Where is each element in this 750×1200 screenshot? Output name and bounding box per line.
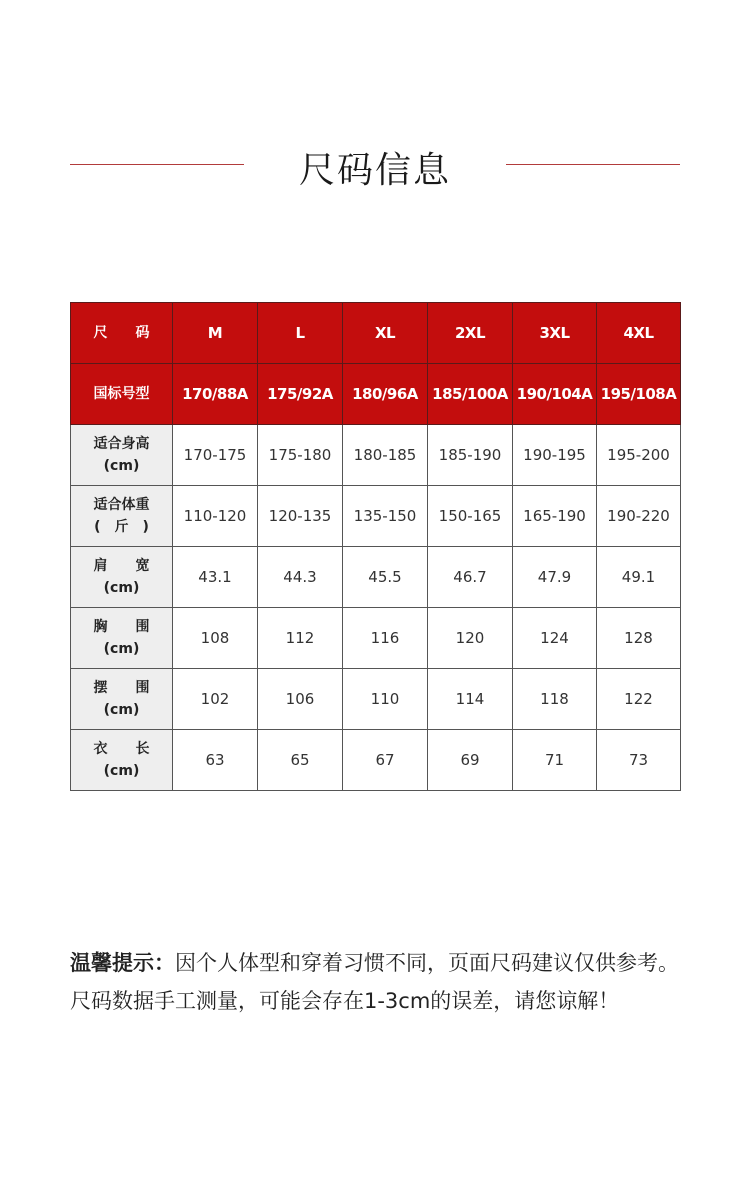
table-cell: 112 xyxy=(258,608,343,669)
model-cell: 190/104A xyxy=(513,364,597,425)
row-label-unit: (cm) xyxy=(103,702,140,718)
table-cell: 120-135 xyxy=(258,486,343,547)
table-cell: 43.1 xyxy=(173,547,258,608)
table-cell: 128 xyxy=(597,608,681,669)
table-cell: 44.3 xyxy=(258,547,343,608)
table-cell: 124 xyxy=(513,608,597,669)
size-tip xyxy=(70,944,685,1020)
table-row xyxy=(71,730,681,791)
table-row xyxy=(71,669,681,730)
table-cell: 102 xyxy=(173,669,258,730)
size-cell: L xyxy=(258,303,343,364)
table-row-model xyxy=(71,364,681,425)
table-cell: 73 xyxy=(597,730,681,791)
row-label xyxy=(71,730,173,791)
table-cell: 116 xyxy=(343,608,428,669)
model-cell: 195/108A xyxy=(597,364,681,425)
table-cell: 69 xyxy=(428,730,513,791)
row-label-main: 胸 围 xyxy=(93,619,150,635)
table-header-row xyxy=(71,303,681,364)
table-cell: 47.9 xyxy=(513,547,597,608)
row-label-main: 适合身高 xyxy=(93,436,150,452)
row-label-main: 肩 宽 xyxy=(93,558,150,574)
table-cell: 63 xyxy=(173,730,258,791)
table-cell: 114 xyxy=(428,669,513,730)
table-cell: 110 xyxy=(343,669,428,730)
table-cell: 110-120 xyxy=(173,486,258,547)
model-cell: 185/100A xyxy=(428,364,513,425)
table-cell: 67 xyxy=(343,730,428,791)
row-label-unit: (cm) xyxy=(103,458,140,474)
table-cell: 46.7 xyxy=(428,547,513,608)
table-cell: 122 xyxy=(597,669,681,730)
tip-label: 温馨提示： xyxy=(70,951,175,975)
row-label-unit: (cm) xyxy=(103,580,140,596)
table-cell: 45.5 xyxy=(343,547,428,608)
table-cell: 120 xyxy=(428,608,513,669)
size-table xyxy=(70,302,681,791)
row-label xyxy=(71,669,173,730)
size-cell: 4XL xyxy=(597,303,681,364)
table-cell: 49.1 xyxy=(597,547,681,608)
table-cell: 175-180 xyxy=(258,425,343,486)
table-cell: 195-200 xyxy=(597,425,681,486)
size-cell: 3XL xyxy=(513,303,597,364)
tip-text: 因个人体型和穿着习惯不同，页面尺码建议仅供参考。尺码数据手工测量，可能会存在1-3cm的误差，请您谅解！ xyxy=(70,951,679,1013)
row-label-unit: (cm) xyxy=(103,641,140,657)
page-title: 尺码信息 xyxy=(298,150,451,191)
table-row xyxy=(71,608,681,669)
table-cell: 165-190 xyxy=(513,486,597,547)
table-cell: 190-195 xyxy=(513,425,597,486)
row-label-main: 适合体重 xyxy=(93,497,150,513)
table-cell: 71 xyxy=(513,730,597,791)
row-label-unit: ( 斤 ) xyxy=(94,519,149,535)
table-cell: 180-185 xyxy=(343,425,428,486)
title-section xyxy=(0,140,750,190)
size-cell: XL xyxy=(343,303,428,364)
row-label-main: 衣 长 xyxy=(93,741,150,757)
table-row xyxy=(71,486,681,547)
table-cell: 135-150 xyxy=(343,486,428,547)
table-row xyxy=(71,547,681,608)
model-cell: 170/88A xyxy=(173,364,258,425)
table-cell: 190-220 xyxy=(597,486,681,547)
model-cell: 175/92A xyxy=(258,364,343,425)
size-cell: M xyxy=(173,303,258,364)
table-cell: 108 xyxy=(173,608,258,669)
table-cell: 170-175 xyxy=(173,425,258,486)
model-cell: 180/96A xyxy=(343,364,428,425)
table-cell: 150-165 xyxy=(428,486,513,547)
table-cell: 106 xyxy=(258,669,343,730)
table-cell: 118 xyxy=(513,669,597,730)
title-divider-right xyxy=(506,164,680,165)
size-cell: 2XL xyxy=(428,303,513,364)
table-cell: 185-190 xyxy=(428,425,513,486)
row-label-size: 尺 码 xyxy=(71,303,173,364)
row-label xyxy=(71,486,173,547)
row-label-main: 摆 围 xyxy=(93,680,150,696)
row-label xyxy=(71,608,173,669)
row-label xyxy=(71,547,173,608)
table-cell: 65 xyxy=(258,730,343,791)
row-label-model: 国标号型 xyxy=(71,364,173,425)
table-row xyxy=(71,425,681,486)
row-label-unit: (cm) xyxy=(103,763,140,779)
row-label xyxy=(71,425,173,486)
